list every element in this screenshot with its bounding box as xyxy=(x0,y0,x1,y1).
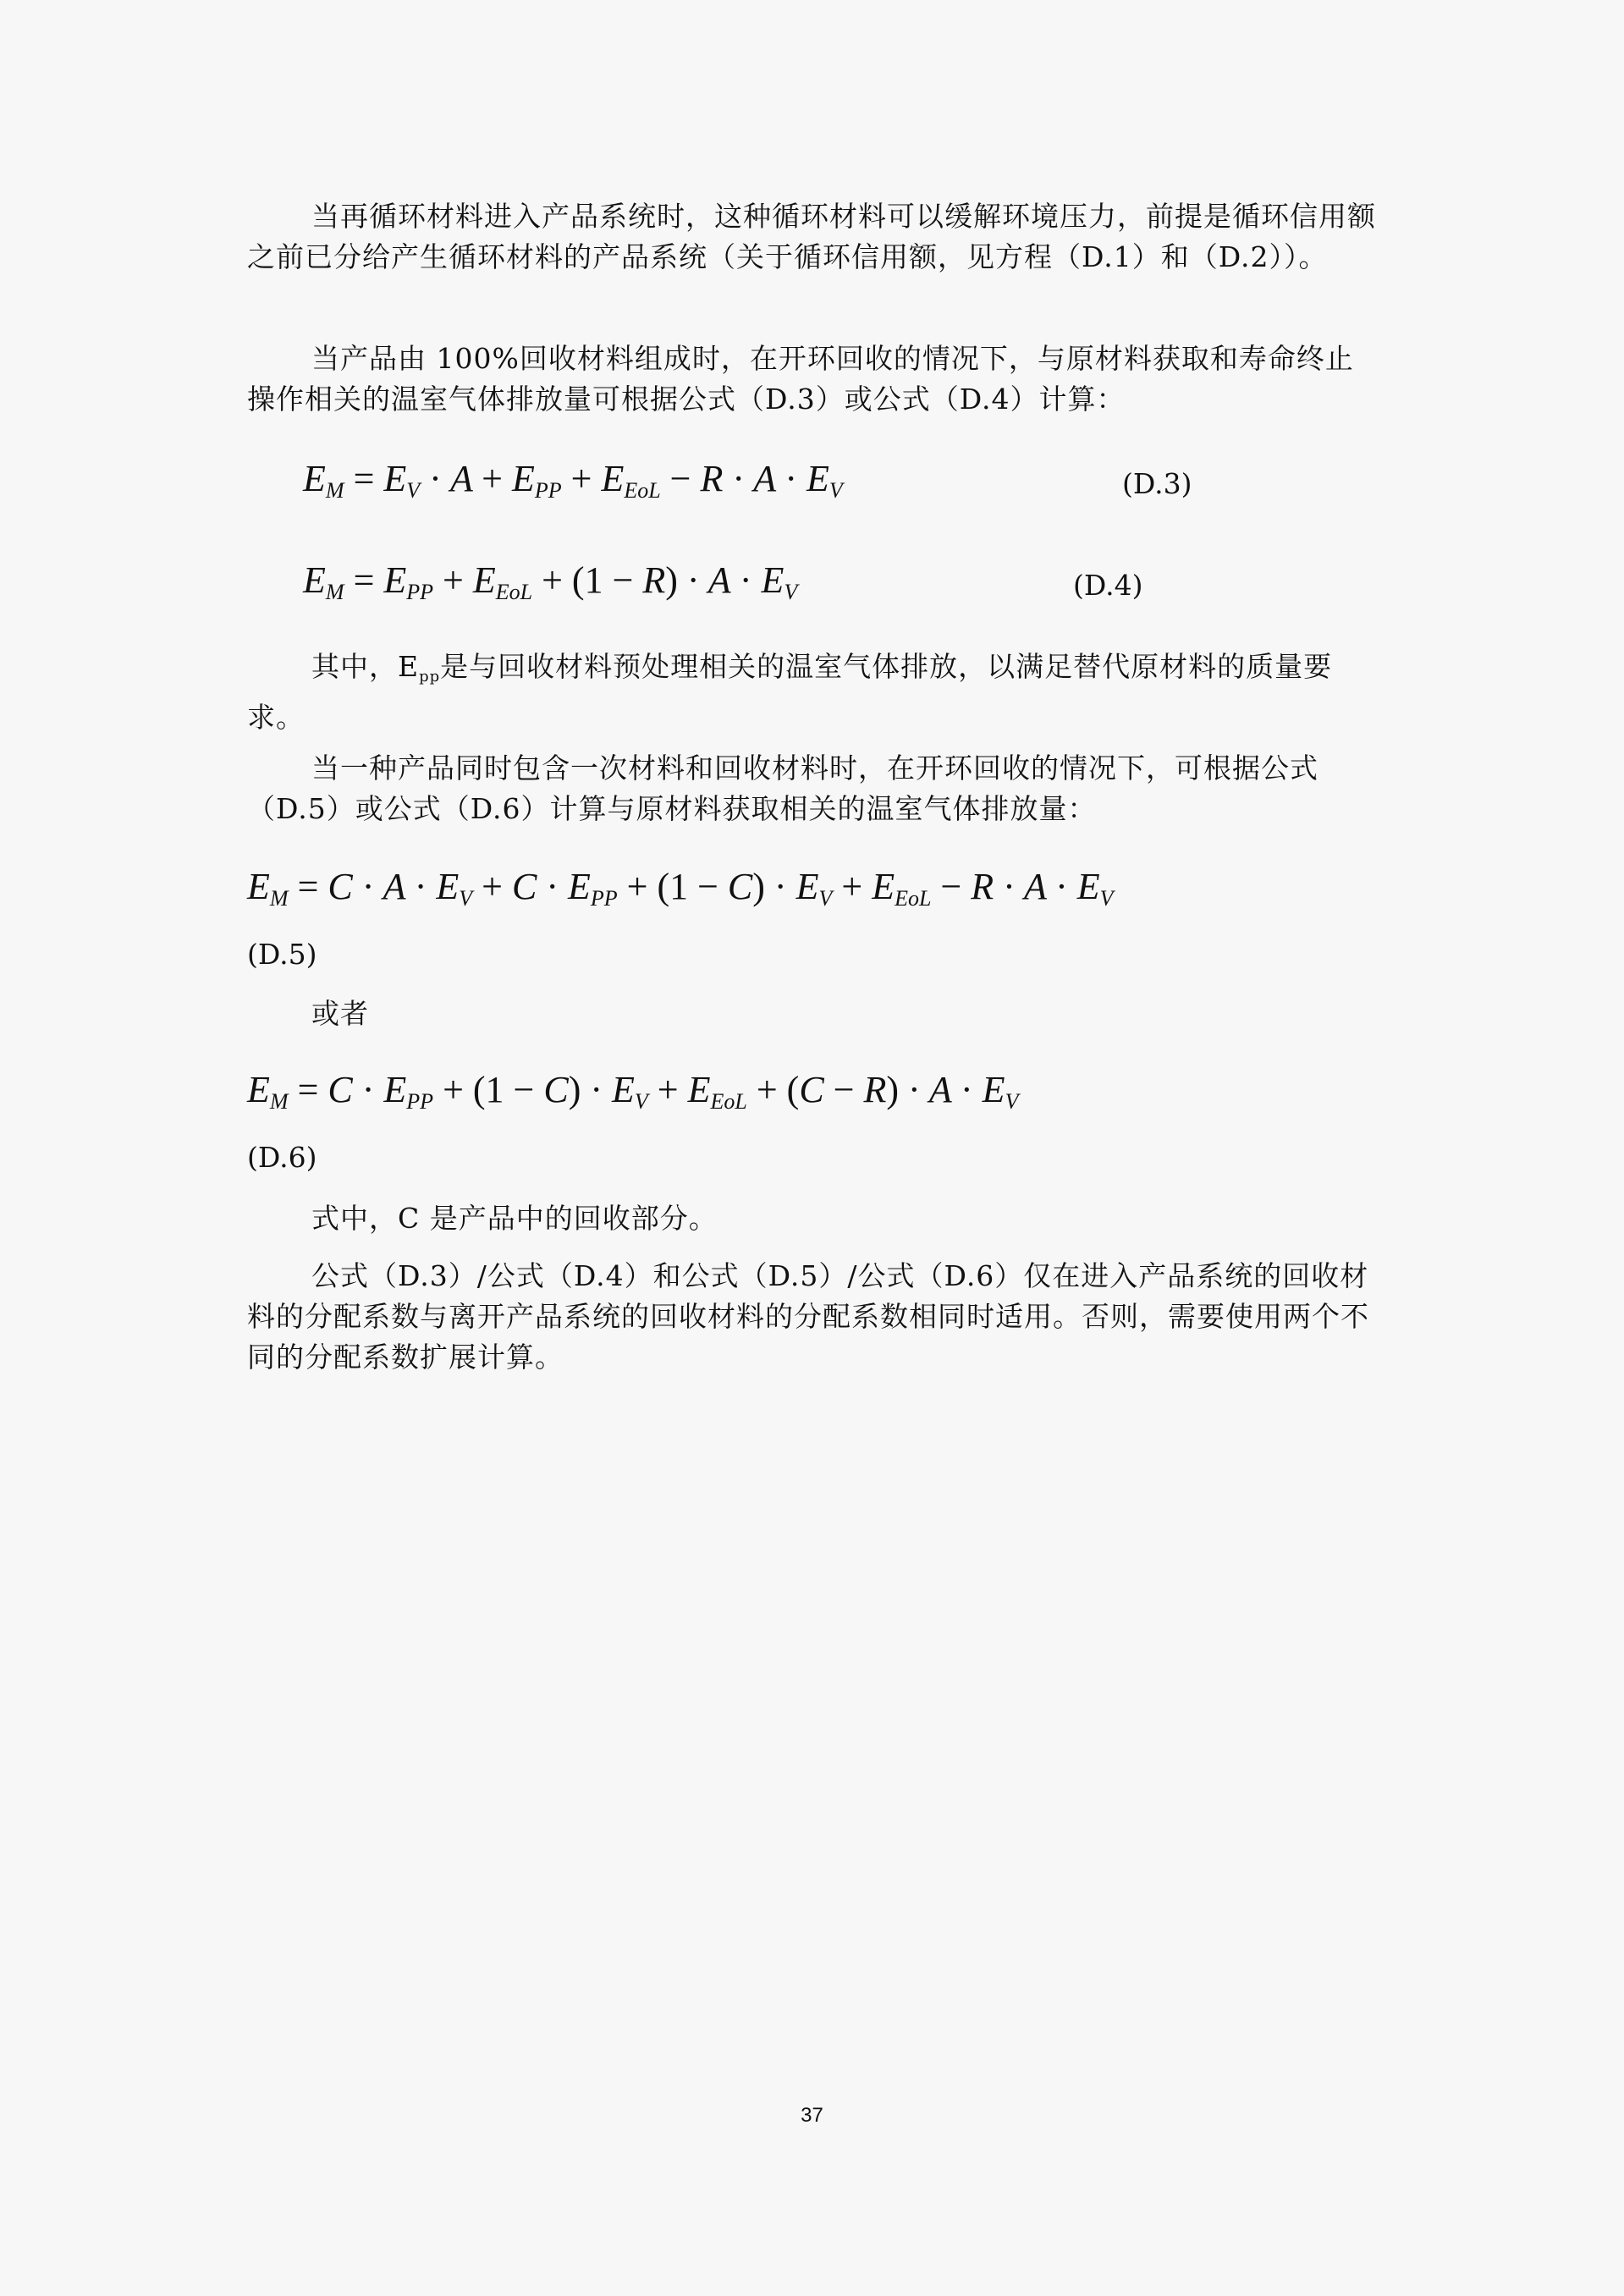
equation-d5-label: (D.5) xyxy=(247,938,317,971)
paragraph-3-prefix: 其中， xyxy=(311,650,398,683)
paragraph-1: 当再循环材料进入产品系统时，这种循环材料可以缓解环境压力，前提是循环信用额之前已分给产生循环材料的产品系统（关于循环信用额，见方程（D.1）和（D.2））。 xyxy=(247,200,1376,273)
paragraph-3-rest: 是与回收材料预处理相关的温室气体排放，以满足替代原材料的质量要求。 xyxy=(247,650,1333,734)
equation-d4: $E_M = E_{PP} + E_{EoL} + (1 - R) \cdot A \cdot E_V$ xyxy=(303,559,798,604)
paragraph-3 xyxy=(247,647,1381,738)
equation-d4-label: (D.4) xyxy=(1073,569,1143,602)
equation-d5: $E_M = C \cdot A \cdot E_V + C \cdot E_{PP} + (1 - C) \cdot E_V + E_{EoL} - R \cdot A \cdot E_V$ xyxy=(247,866,1114,911)
equation-d3-label: (D.3) xyxy=(1122,467,1192,500)
epp-symbol: Epp xyxy=(398,650,441,685)
equation-d6-label: (D.6) xyxy=(247,1141,317,1174)
equation-d6: $E_M = C \cdot E_{PP} + (1 - C) \cdot E_V + E_{EoL} + (C - R) \cdot A \cdot E_V$ xyxy=(247,1069,1019,1114)
paragraph-5: 或者 xyxy=(311,997,369,1030)
paragraph-7: 公式（D.3）/公式（D.4）和公式（D.5）/公式（D.6）仅在进入产品系统的回收材料的分配系数与离开产品系统的回收材料的分配系数相同时适用。否则，需要使用两个不同的分配系数扩展计算。 xyxy=(247,1259,1369,1374)
paragraph-2: 当产品由 100%回收材料组成时，在开环回收的情况下，与原材料获取和寿命终止操作相关的温室气体排放量可根据公式（D.3）或公式（D.4）计算： xyxy=(247,342,1354,416)
paragraph-4: 当一种产品同时包含一次材料和回收材料时，在开环回收的情况下，可根据公式（D.5）或公式（D.6）计算与原材料获取相关的温室气体排放量： xyxy=(247,752,1318,825)
page-number: 37 xyxy=(801,2104,823,2127)
paragraph-6: 式中，C 是产品中的回收部分。 xyxy=(311,1202,718,1235)
equation-d3: $E_M = E_V \cdot A + E_{PP} + E_{EoL} - R \cdot A \cdot E_V$ xyxy=(303,458,843,503)
